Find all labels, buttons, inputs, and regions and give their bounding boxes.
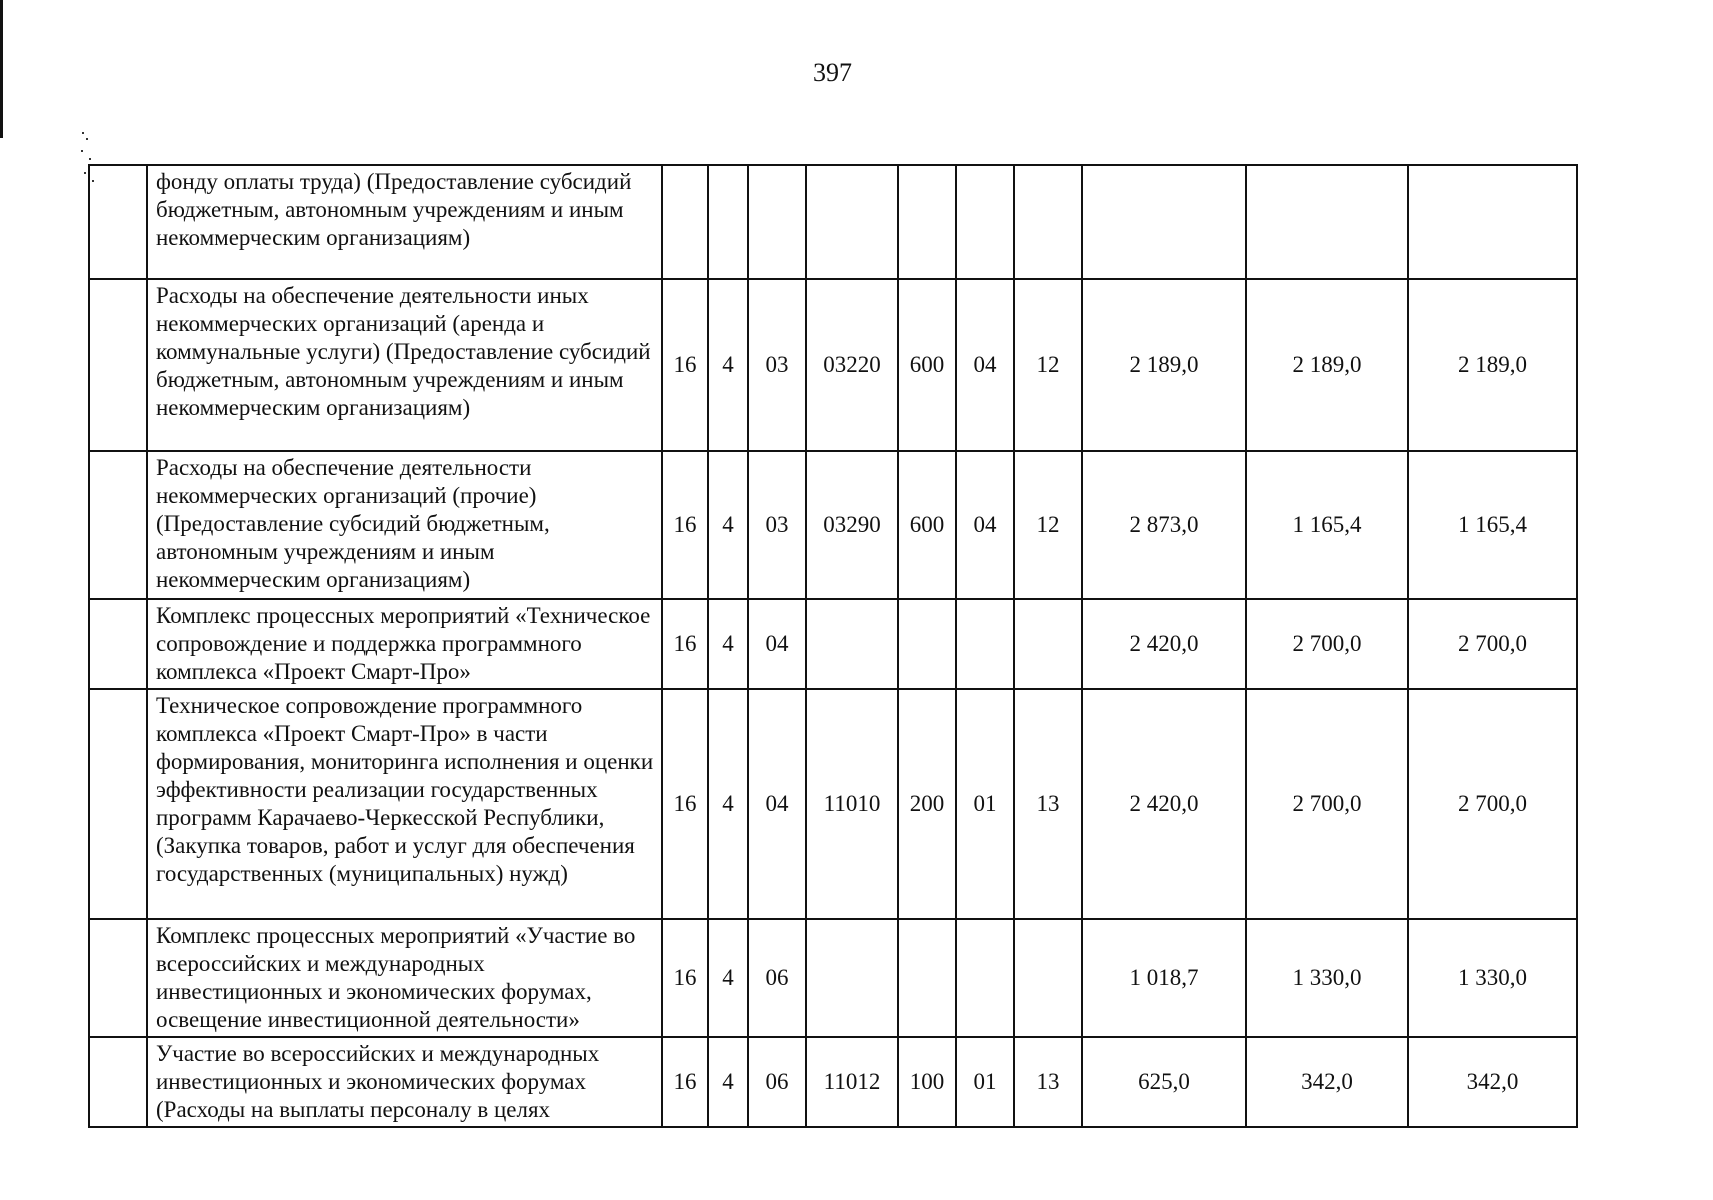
amount-cell-v3: 2 700,0 <box>1408 689 1577 919</box>
amount-cell-v3 <box>1408 165 1577 279</box>
row-number-cell <box>89 165 147 279</box>
code-cell-c6 <box>956 165 1014 279</box>
code-cell-c7: 13 <box>1014 1037 1082 1127</box>
code-cell-c7 <box>1014 165 1082 279</box>
code-cell-c4: 11012 <box>806 1037 898 1127</box>
amount-cell-v2: 1 330,0 <box>1246 919 1408 1037</box>
code-cell-c3 <box>748 165 806 279</box>
code-cell-c4: 11010 <box>806 689 898 919</box>
code-cell-c4 <box>806 599 898 689</box>
table-row <box>89 165 1577 279</box>
code-cell-c7: 13 <box>1014 689 1082 919</box>
code-cell-c6: 04 <box>956 451 1014 599</box>
row-description: Расходы на обеспечение деятельности некоммерческих организаций (прочие) (Предоставление субсидий бюджетным, автономным учреждениям и иным некоммерческим организациям) <box>147 451 662 599</box>
code-cell-c6: 01 <box>956 1037 1014 1127</box>
amount-cell-v3: 1 330,0 <box>1408 919 1577 1037</box>
page-number: 397 <box>813 58 852 87</box>
code-cell-c4: 03220 <box>806 279 898 451</box>
amount-cell-v2: 1 165,4 <box>1246 451 1408 599</box>
amount-cell-v1: 2 189,0 <box>1082 279 1246 451</box>
code-cell-c2: 4 <box>708 919 748 1037</box>
code-cell-c1: 16 <box>662 1037 708 1127</box>
amount-cell-v2: 2 700,0 <box>1246 689 1408 919</box>
code-cell-c2: 4 <box>708 599 748 689</box>
table-row <box>89 1037 1577 1127</box>
code-cell-c3: 03 <box>748 451 806 599</box>
code-cell-c3: 04 <box>748 599 806 689</box>
row-number-cell <box>89 689 147 919</box>
row-description: Участие во всероссийских и международных инвестиционных и экономических форумах (Расходы на выплаты персоналу в целях <box>147 1037 662 1127</box>
code-cell-c4 <box>806 919 898 1037</box>
code-cell-c1: 16 <box>662 919 708 1037</box>
code-cell-c5: 200 <box>898 689 956 919</box>
row-description: Комплекс процессных мероприятий «Участие во всероссийских и международных инвестиционных и экономических форумах, освещение инвестиционной деятельности» <box>147 919 662 1037</box>
code-cell-c6 <box>956 599 1014 689</box>
table-row <box>89 451 1577 599</box>
amount-cell-v1: 2 420,0 <box>1082 599 1246 689</box>
amount-cell-v2: 342,0 <box>1246 1037 1408 1127</box>
code-cell-c1 <box>662 165 708 279</box>
row-description: Комплекс процессных мероприятий «Техническое сопровождение и поддержка программного комплекса «Проект Смарт-Про» <box>147 599 662 689</box>
row-description: фонду оплаты труда) (Предоставление субсидий бюджетным, автономным учреждениям и иным некоммерческим организациям) <box>147 165 662 279</box>
row-description: Расходы на обеспечение деятельности иных некоммерческих организаций (аренда и коммунальные услуги) (Предоставление субсидий бюджетным, автономным учреждениям и иным некоммерческим организациям) <box>147 279 662 451</box>
code-cell-c7: 12 <box>1014 451 1082 599</box>
table-row <box>89 919 1577 1037</box>
amount-cell-v3: 2 700,0 <box>1408 599 1577 689</box>
code-cell-c6 <box>956 919 1014 1037</box>
code-cell-c7: 12 <box>1014 279 1082 451</box>
code-cell-c5: 600 <box>898 451 956 599</box>
code-cell-c3: 06 <box>748 1037 806 1127</box>
budget-table <box>88 164 1578 1128</box>
code-cell-c2 <box>708 165 748 279</box>
code-cell-c1: 16 <box>662 451 708 599</box>
code-cell-c1: 16 <box>662 689 708 919</box>
code-cell-c5 <box>898 165 956 279</box>
amount-cell-v3: 2 189,0 <box>1408 279 1577 451</box>
code-cell-c7 <box>1014 599 1082 689</box>
row-number-cell <box>89 919 147 1037</box>
code-cell-c3: 03 <box>748 279 806 451</box>
amount-cell-v1: 1 018,7 <box>1082 919 1246 1037</box>
code-cell-c1: 16 <box>662 599 708 689</box>
code-cell-c3: 06 <box>748 919 806 1037</box>
row-number-cell <box>89 451 147 599</box>
row-description: Техническое сопровождение программного комплекса «Проект Смарт-Про» в части формирования, мониторинга исполнения и оценки эффективности реализации государственных программ Карачаево-Черкесской Республики, (Закупка товаров, работ и услуг для обеспечения государственных (муниципальных) нужд) <box>147 689 662 919</box>
amount-cell-v1 <box>1082 165 1246 279</box>
table-row <box>89 599 1577 689</box>
code-cell-c6: 04 <box>956 279 1014 451</box>
row-number-cell <box>89 1037 147 1127</box>
code-cell-c2: 4 <box>708 689 748 919</box>
amount-cell-v2 <box>1246 165 1408 279</box>
amount-cell-v1: 625,0 <box>1082 1037 1246 1127</box>
code-cell-c3: 04 <box>748 689 806 919</box>
code-cell-c7 <box>1014 919 1082 1037</box>
amount-cell-v1: 2 420,0 <box>1082 689 1246 919</box>
code-cell-c2: 4 <box>708 451 748 599</box>
code-cell-c2: 4 <box>708 1037 748 1127</box>
code-cell-c4 <box>806 165 898 279</box>
table-row <box>89 689 1577 919</box>
row-number-cell <box>89 279 147 451</box>
code-cell-c2: 4 <box>708 279 748 451</box>
amount-cell-v1: 2 873,0 <box>1082 451 1246 599</box>
code-cell-c4: 03290 <box>806 451 898 599</box>
code-cell-c5 <box>898 919 956 1037</box>
amount-cell-v2: 2 700,0 <box>1246 599 1408 689</box>
amount-cell-v3: 1 165,4 <box>1408 451 1577 599</box>
code-cell-c5 <box>898 599 956 689</box>
amount-cell-v2: 2 189,0 <box>1246 279 1408 451</box>
row-number-cell <box>89 599 147 689</box>
code-cell-c1: 16 <box>662 279 708 451</box>
table-row <box>89 279 1577 451</box>
amount-cell-v3: 342,0 <box>1408 1037 1577 1127</box>
code-cell-c5: 600 <box>898 279 956 451</box>
code-cell-c6: 01 <box>956 689 1014 919</box>
code-cell-c5: 100 <box>898 1037 956 1127</box>
